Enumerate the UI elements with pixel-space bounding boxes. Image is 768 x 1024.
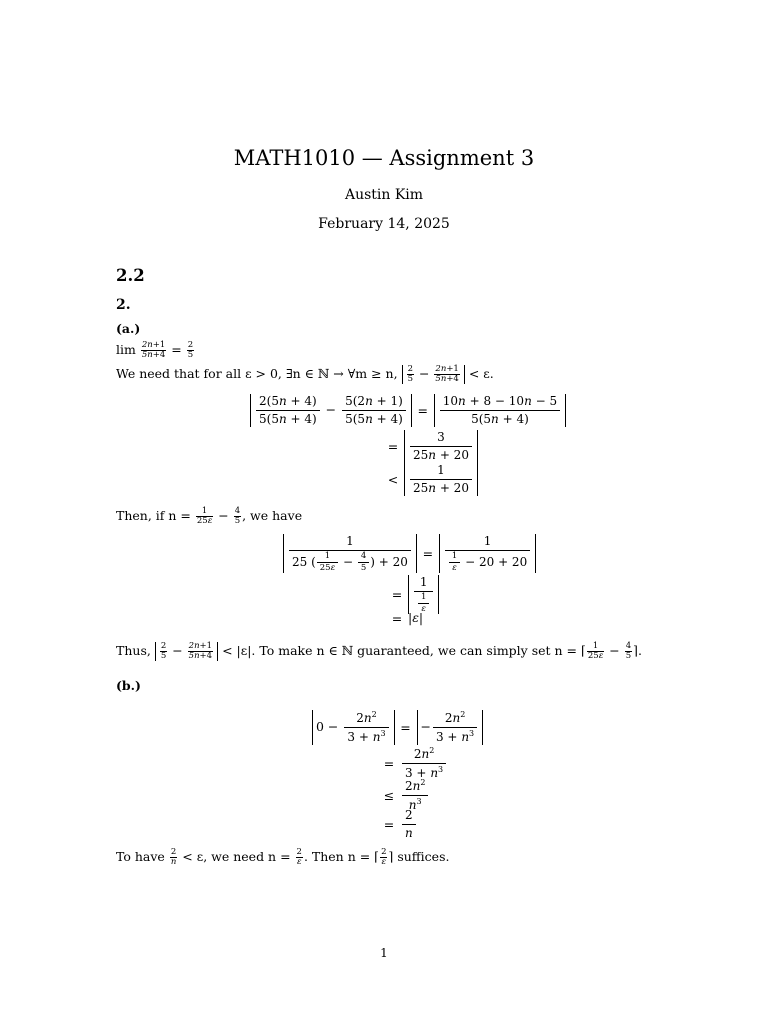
part-b-heading: (b.): [116, 678, 141, 693]
equation-row: ≤ $\frac{2n^2}{n^3}$: [382, 778, 430, 813]
equation-row: = $\frac{3}{25n + 20}$: [386, 430, 478, 463]
substitution-statement: Then, if n = $\frac{1}{25\varepsilon}$ − $\frac{4}{5}$ , we have: [116, 506, 303, 526]
document-title: MATH1010 — Assignment 3: [233, 146, 535, 170]
section-heading: 2.2: [116, 266, 145, 285]
equation-row: 1 25 ( $\frac{1}{25\varepsilon}$ − $\frac{4}{5}$ ) + 20 = 1 $\frac{1}{\varepsilon}$ − 20 + 20: [283, 534, 536, 573]
equation-row: 0 − $\frac{2n^2}{3 + n^3}$ = − $\frac{2n^2}{3 + n^3}$: [312, 710, 483, 745]
date: February 14, 2025: [318, 216, 450, 232]
equation-row: < $\frac{1}{25n + 20}$: [386, 463, 478, 496]
equation-row: = |ε|: [391, 610, 424, 626]
conclusion-statement: Thus, $\frac{2}{5}$ − $\frac{2n+1}{5n+4}$ < |ε|. To make n ∈ ℕ guaranteed, we can simply set n = ⌈ $\frac{1}{25\varepsilon}$ − $\frac{4}{5}$ ⌉.: [116, 641, 642, 661]
equation-row: = $\frac{1}{\frac{1}{\varepsilon}}$: [390, 575, 439, 614]
equation-row: = $\frac{2n^2}{3 + n^3}$: [382, 746, 448, 781]
epsilon-definition: We need that for all ε > 0, ∃n ∈ ℕ → ∀m ≥ n, $\frac{2}{5}$ − $\frac{2n+1}{5n+4}$ < ε.: [116, 364, 494, 384]
equation-row: $\frac{2(5n + 4)}{5(5n + 4)}$ − $\frac{5(2n + 1)}{5(5n + 4)}$ = $\frac{10n + 8 - 10n - 5}{5(5n + 4)}$: [250, 394, 566, 427]
page-number: 1: [380, 946, 388, 960]
limit-statement: lim $\frac{2n+1}{5n+4}$ = $\frac{2}{5}$: [116, 340, 194, 360]
author: Austin Kim: [344, 187, 424, 203]
equation-row: = $\frac{2}{n}$: [382, 808, 418, 841]
part-b-conclusion: To have $\frac{2}{n}$ < ε, we need n = $\frac{2}{\varepsilon}$ . Then n = ⌈ $\frac{2}{\varepsilon}$ ⌉ suffices.: [116, 847, 450, 867]
part-a-heading: (a.): [116, 321, 141, 336]
problem-heading: 2.: [116, 297, 131, 313]
